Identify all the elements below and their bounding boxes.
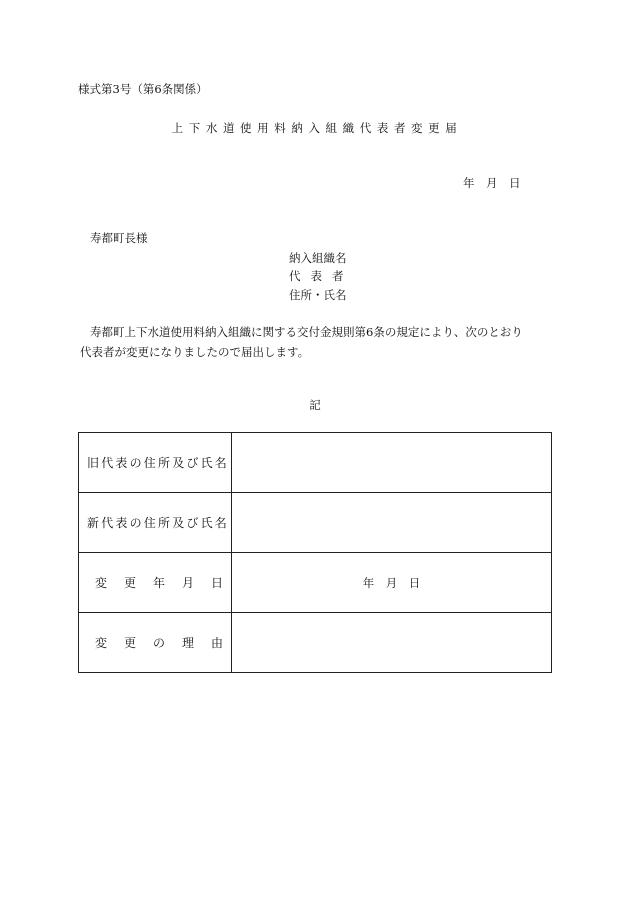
label-char: の	[152, 636, 165, 650]
detail-table	[78, 432, 552, 673]
table-row	[79, 493, 552, 553]
change-date-value[interactable]: 年 月 日	[232, 553, 552, 613]
sender-representative-label: 代表者	[289, 269, 354, 283]
date-line: 年 月 日	[463, 176, 521, 190]
change-date-label	[79, 574, 231, 591]
new-representative-label-cell	[79, 493, 232, 553]
change-reason-label-cell	[79, 613, 232, 673]
label-char: 変	[95, 636, 108, 650]
ki-marker: 記	[309, 398, 321, 412]
old-representative-label-cell	[79, 433, 232, 493]
new-representative-value[interactable]	[232, 493, 552, 553]
table-row	[79, 613, 552, 673]
label-char: 月	[181, 576, 194, 590]
label-char: 変	[95, 576, 108, 590]
change-date-label-cell	[79, 553, 232, 613]
label-char: 理	[181, 636, 194, 650]
label-char: 更	[123, 636, 136, 650]
label-char: 日	[210, 576, 223, 590]
new-representative-label: 新代表の住所及び氏名	[87, 516, 230, 530]
addressee: 寿都町長様	[90, 231, 148, 245]
document-title: 上下水道使用料納入組織代表者変更届	[171, 121, 463, 135]
sender-organization-label: 納入組織名	[289, 251, 347, 265]
body-text	[80, 322, 555, 362]
table-row	[79, 553, 552, 613]
label-char: 年	[152, 576, 165, 590]
label-char: 由	[210, 636, 223, 650]
table-row	[79, 433, 552, 493]
label-char: 更	[123, 576, 136, 590]
body-line-1: 寿都町上下水道使用料納入組織に関する交付金規則第6条の規定により、次のとおり	[90, 325, 523, 339]
old-representative-value[interactable]	[232, 433, 552, 493]
old-representative-label: 旧代表の住所及び氏名	[87, 456, 230, 470]
body-line-2: 代表者が変更になりましたので届出します。	[80, 345, 310, 359]
sender-address-name-label: 住所・氏名	[289, 288, 347, 302]
change-reason-value[interactable]	[232, 613, 552, 673]
change-reason-label	[79, 634, 231, 651]
form-number: 様式第3号（第6条関係）	[78, 82, 208, 96]
